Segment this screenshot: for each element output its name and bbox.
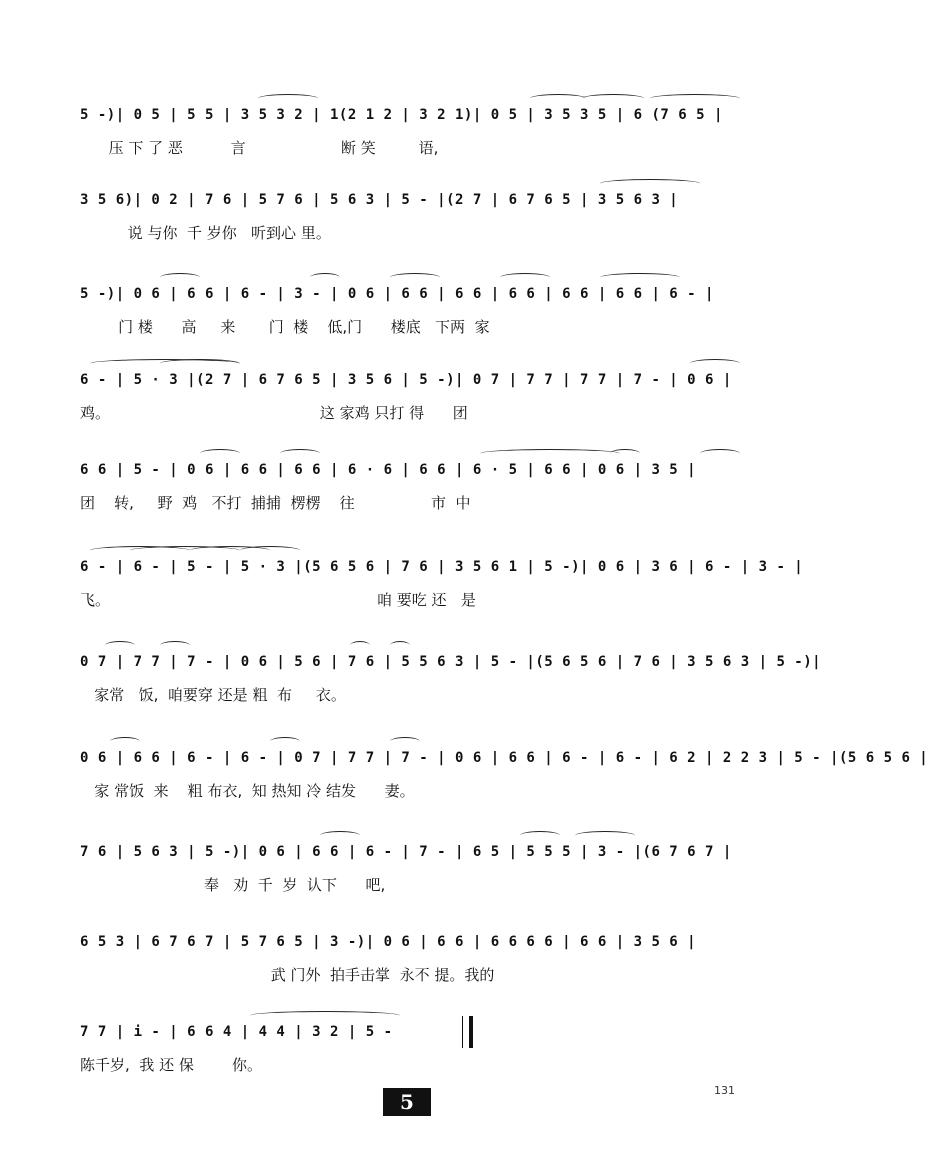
notation-line: 5 -)| 0 5 | 5 5 | 3 5 3 2 | 1(2 1 2 | 3 2 1)| 0 5 | 3 5 3 5 | 6 (7 6 5 |	[80, 107, 723, 123]
slur-mark	[320, 831, 360, 840]
slur-mark	[390, 273, 440, 282]
lyrics-line: 压 下 了 恶 言 断 笑 语,	[80, 139, 439, 157]
slur-mark	[700, 449, 740, 458]
slur-mark	[160, 641, 190, 650]
slur-mark	[480, 449, 620, 458]
notation-line: 5 -)| 0 6 | 6 6 | 6 - | 3 - | 0 6 | 6 6 | 6 6 | 6 6 | 6 6 | 6 6 | 6 - |	[80, 286, 714, 302]
lyrics-line: 团 转, 野 鸡 不打 捕捕 楞楞 往 市 中	[80, 494, 471, 512]
slur-mark	[310, 273, 340, 282]
lyrics-line: 陈千岁, 我 还 保 你。	[80, 1056, 262, 1074]
slur-mark	[690, 359, 740, 368]
notation-line: 6 - | 5 · 3 |(2 7 | 6 7 6 5 | 3 5 6 | 5 -)| 0 7 | 7 7 | 7 7 | 7 - | 0 6 |	[80, 372, 732, 388]
notation-line: 6 - | 6 - | 5 - | 5 · 3 |(5 6 5 6 | 7 6 | 3 5 6 1 | 5 -)| 0 6 | 3 6 | 6 - | 3 - |	[80, 559, 804, 575]
final-barline	[462, 1016, 473, 1048]
slur-mark	[390, 641, 410, 650]
slur-mark	[600, 273, 680, 282]
slur-mark	[258, 94, 318, 103]
notation-line: 6 5 3 | 6 7 6 7 | 5 7 6 5 | 3 -)| 0 6 | 6 6 | 6 6 6 6 | 6 6 | 3 5 6 |	[80, 934, 697, 950]
slur-mark	[530, 94, 586, 103]
lyrics-line: 说 与你 千 岁你 听到心 里。	[80, 224, 331, 242]
slur-mark	[270, 737, 300, 746]
lyrics-line: 鸡。 这 家鸡 只打 得 团	[80, 404, 468, 422]
lyrics-line: 家 常饭 来 粗 布衣, 知 热知 冷 结发 妻。	[80, 782, 415, 800]
notation-line: 6 6 | 5 - | 0 6 | 6 6 | 6 6 | 6 · 6 | 6 6 | 6 · 5 | 6 6 | 0 6 | 3 5 |	[80, 462, 697, 478]
slur-mark	[582, 94, 644, 103]
slur-mark	[350, 641, 370, 650]
lyrics-line: 飞。 咱 要吃 还 是	[80, 591, 476, 609]
page-badge: 5	[383, 1088, 431, 1116]
slur-mark	[610, 449, 640, 458]
lyrics-line: 奉 劝 千 岁 认下 吧,	[80, 876, 386, 894]
slur-mark	[280, 449, 320, 458]
slur-mark	[105, 641, 135, 650]
notation-line: 7 6 | 5 6 3 | 5 -)| 0 6 | 6 6 | 6 - | 7 - | 6 5 | 5 5 5 | 3 - |(6 7 6 7 |	[80, 844, 732, 860]
slur-mark	[575, 831, 635, 840]
slur-mark	[240, 546, 300, 555]
slur-mark	[520, 831, 560, 840]
notation-line: 3 5 6)| 0 2 | 7 6 | 5 7 6 | 5 6 3 | 5 - |(2 7 | 6 7 6 5 | 3 5 6 3 |	[80, 192, 679, 208]
slur-mark	[160, 273, 200, 282]
slur-mark	[250, 1011, 400, 1020]
notation-line: 0 6 | 6 6 | 6 - | 6 - | 0 7 | 7 7 | 7 - | 0 6 | 6 6 | 6 - | 6 - | 6 2 | 2 2 3 | 5 - |(5 6 5 6 |	[80, 750, 928, 766]
slur-mark	[160, 359, 240, 368]
slur-mark	[500, 273, 550, 282]
slur-mark	[600, 179, 700, 188]
slur-mark	[110, 737, 140, 746]
lyrics-line: 家常 饭, 咱要穿 还是 粗 布 衣。	[80, 686, 346, 704]
slur-mark	[650, 94, 740, 103]
lyrics-line: 门 楼 高 来 门 楼 低,门 楼底 下两 家	[80, 318, 490, 336]
notation-line: 0 7 | 7 7 | 7 - | 0 6 | 5 6 | 7 6 | 5 5 6 3 | 5 - |(5 6 5 6 | 7 6 | 3 5 6 3 | 5 -)|	[80, 654, 822, 670]
slur-mark	[200, 449, 240, 458]
slur-mark	[390, 737, 420, 746]
page-number: 131	[714, 1084, 735, 1097]
lyrics-line: 武 门外 拍手击掌 永不 提。我的	[80, 966, 495, 984]
notation-line: 7 7 | i - | 6 6 4 | 4 4 | 3 2 | 5 -	[80, 1024, 393, 1040]
